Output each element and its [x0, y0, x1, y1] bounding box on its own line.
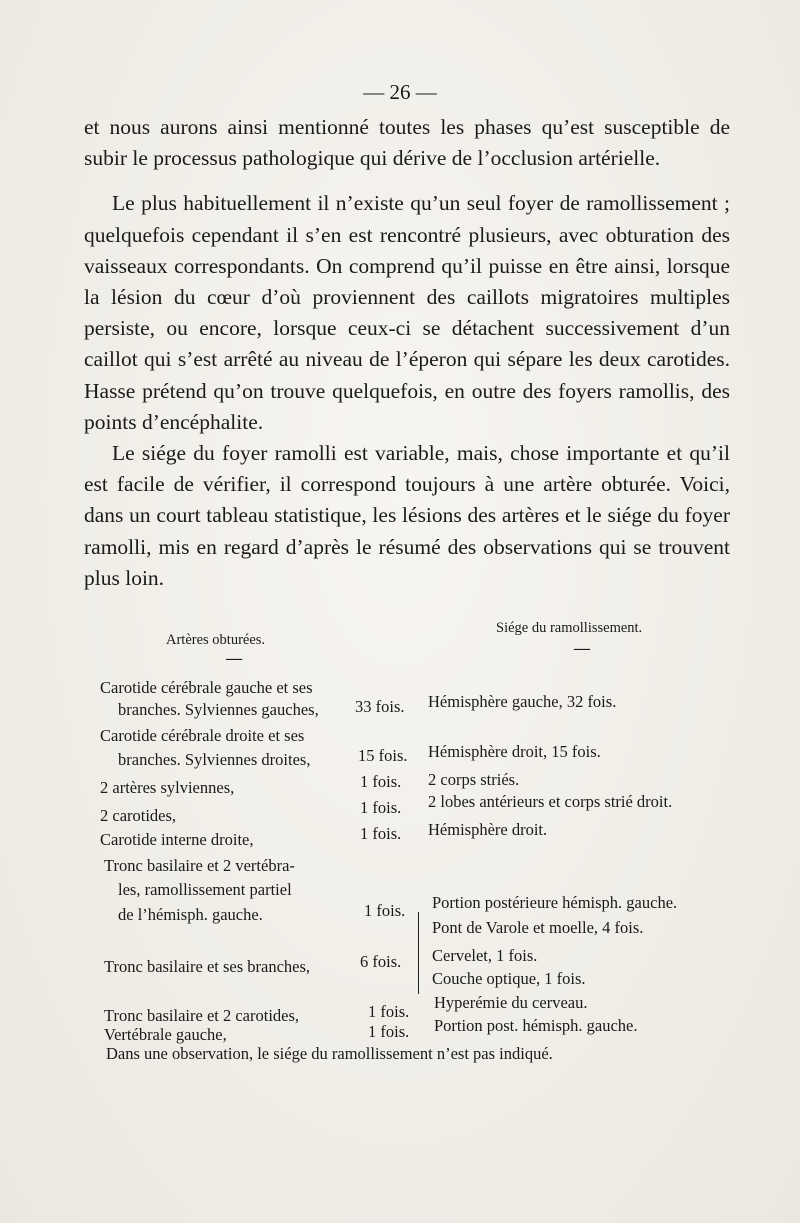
column-dash-left: —	[226, 650, 242, 667]
table-row-artery: branches. Sylviennes gauches,	[118, 700, 319, 719]
table-row-artery: Vertébrale gauche,	[104, 1025, 227, 1044]
column-dash-right: —	[574, 640, 590, 657]
table-row-artery: 2 carotides,	[100, 806, 177, 825]
table-row-count: 33 fois.	[355, 697, 405, 716]
table-row-artery: 2 artères sylviennes,	[100, 778, 235, 797]
closing-note: Dans une observation, le siége du ramollissement n’est pas indiqué.	[106, 1044, 553, 1063]
column-header-site: Siége du ramollissement.	[496, 620, 643, 636]
table-row-count: 1 fois.	[368, 1002, 410, 1021]
table-row-count: 1 fois.	[360, 772, 402, 791]
grouping-brace	[418, 912, 429, 994]
table-row-count: 1 fois.	[360, 824, 402, 843]
table-row-count: 1 fois.	[360, 798, 402, 817]
paragraph-1: et nous aurons ainsi mentionné toutes les phases qu’est susceptible de subir le processus pathologique qui dérive de l’occlusion artérielle.	[84, 115, 730, 171]
paragraph-2: Le plus habituellement il n’existe qu’un seul foyer de ramollissement ; quelquefois cependant il s’en est rencontré plusieurs, avec obturation des vaisseaux correspondants. On comprend qu’il puisse en être ainsi, lorsque la lésion du cœur d’où proviennent des caillots migratoires multiples persiste, ou encore, lorsque ceux-ci se détachent successivement d’un caillot qui s’est arrêté au niveau de l’éperon qui sépare les deux carotides. Hasse prétend qu’on trouve quelquefois, en outre des foyers ramollis, des points d’encéphalite.	[84, 191, 730, 434]
table-row-site: Pont de Varole et moelle, 4 fois.	[432, 918, 644, 937]
table-row-site: Couche optique, 1 fois.	[432, 969, 586, 988]
table-row-count: 1 fois.	[364, 901, 406, 920]
table-row-site: Hyperémie du cerveau.	[434, 993, 588, 1012]
column-header-arteries: Artères obturées.	[166, 632, 266, 648]
table-row-site: Portion post. hémisph. gauche.	[434, 1016, 638, 1035]
table-row-artery: Tronc basilaire et 2 vertébra-	[104, 856, 295, 875]
table-row-site: 2 corps striés.	[428, 770, 520, 789]
table-row-count: 6 fois.	[360, 952, 402, 971]
table-row-artery: Carotide cérébrale droite et ses	[100, 726, 305, 745]
table-row-site: Hémisphère droit.	[428, 820, 548, 839]
table-row-site: 2 lobes antérieurs et corps strié droit.	[428, 792, 673, 811]
page-number: — 26 —	[363, 80, 437, 104]
table-row-artery: Carotide interne droite,	[100, 830, 254, 849]
table-row-count: 1 fois.	[368, 1022, 410, 1041]
table-row-artery: de l’hémisph. gauche.	[118, 905, 263, 924]
table-row-site: Hémisphère gauche, 32 fois.	[428, 692, 617, 711]
table-row-artery: les, ramollissement partiel	[118, 880, 292, 899]
table-row-site: Hémisphère droit, 15 fois.	[428, 742, 601, 761]
table-row-site: Portion postérieure hémisph. gauche.	[432, 893, 678, 912]
table-row-count: 15 fois.	[358, 746, 408, 765]
table-row-artery: branches. Sylviennes droites,	[118, 750, 311, 769]
table-row-site: Cervelet, 1 fois.	[432, 946, 538, 965]
table-row-artery: Tronc basilaire et 2 carotides,	[104, 1006, 300, 1025]
body-text	[84, 112, 730, 594]
table-row-artery: Tronc basilaire et ses branches,	[104, 957, 311, 976]
table-row-artery: Carotide cérébrale gauche et ses	[100, 678, 313, 697]
paragraph-3: Le siége du foyer ramolli est variable, mais, chose importante et qu’il est facile de vérifier, il correspond toujours à une artère obturée. Voici, dans un court tableau statistique, les lésions des artères et le siége du foyer ramolli, mis en regard d’après le résumé des observations qui se trouvent plus loin.	[84, 441, 730, 590]
